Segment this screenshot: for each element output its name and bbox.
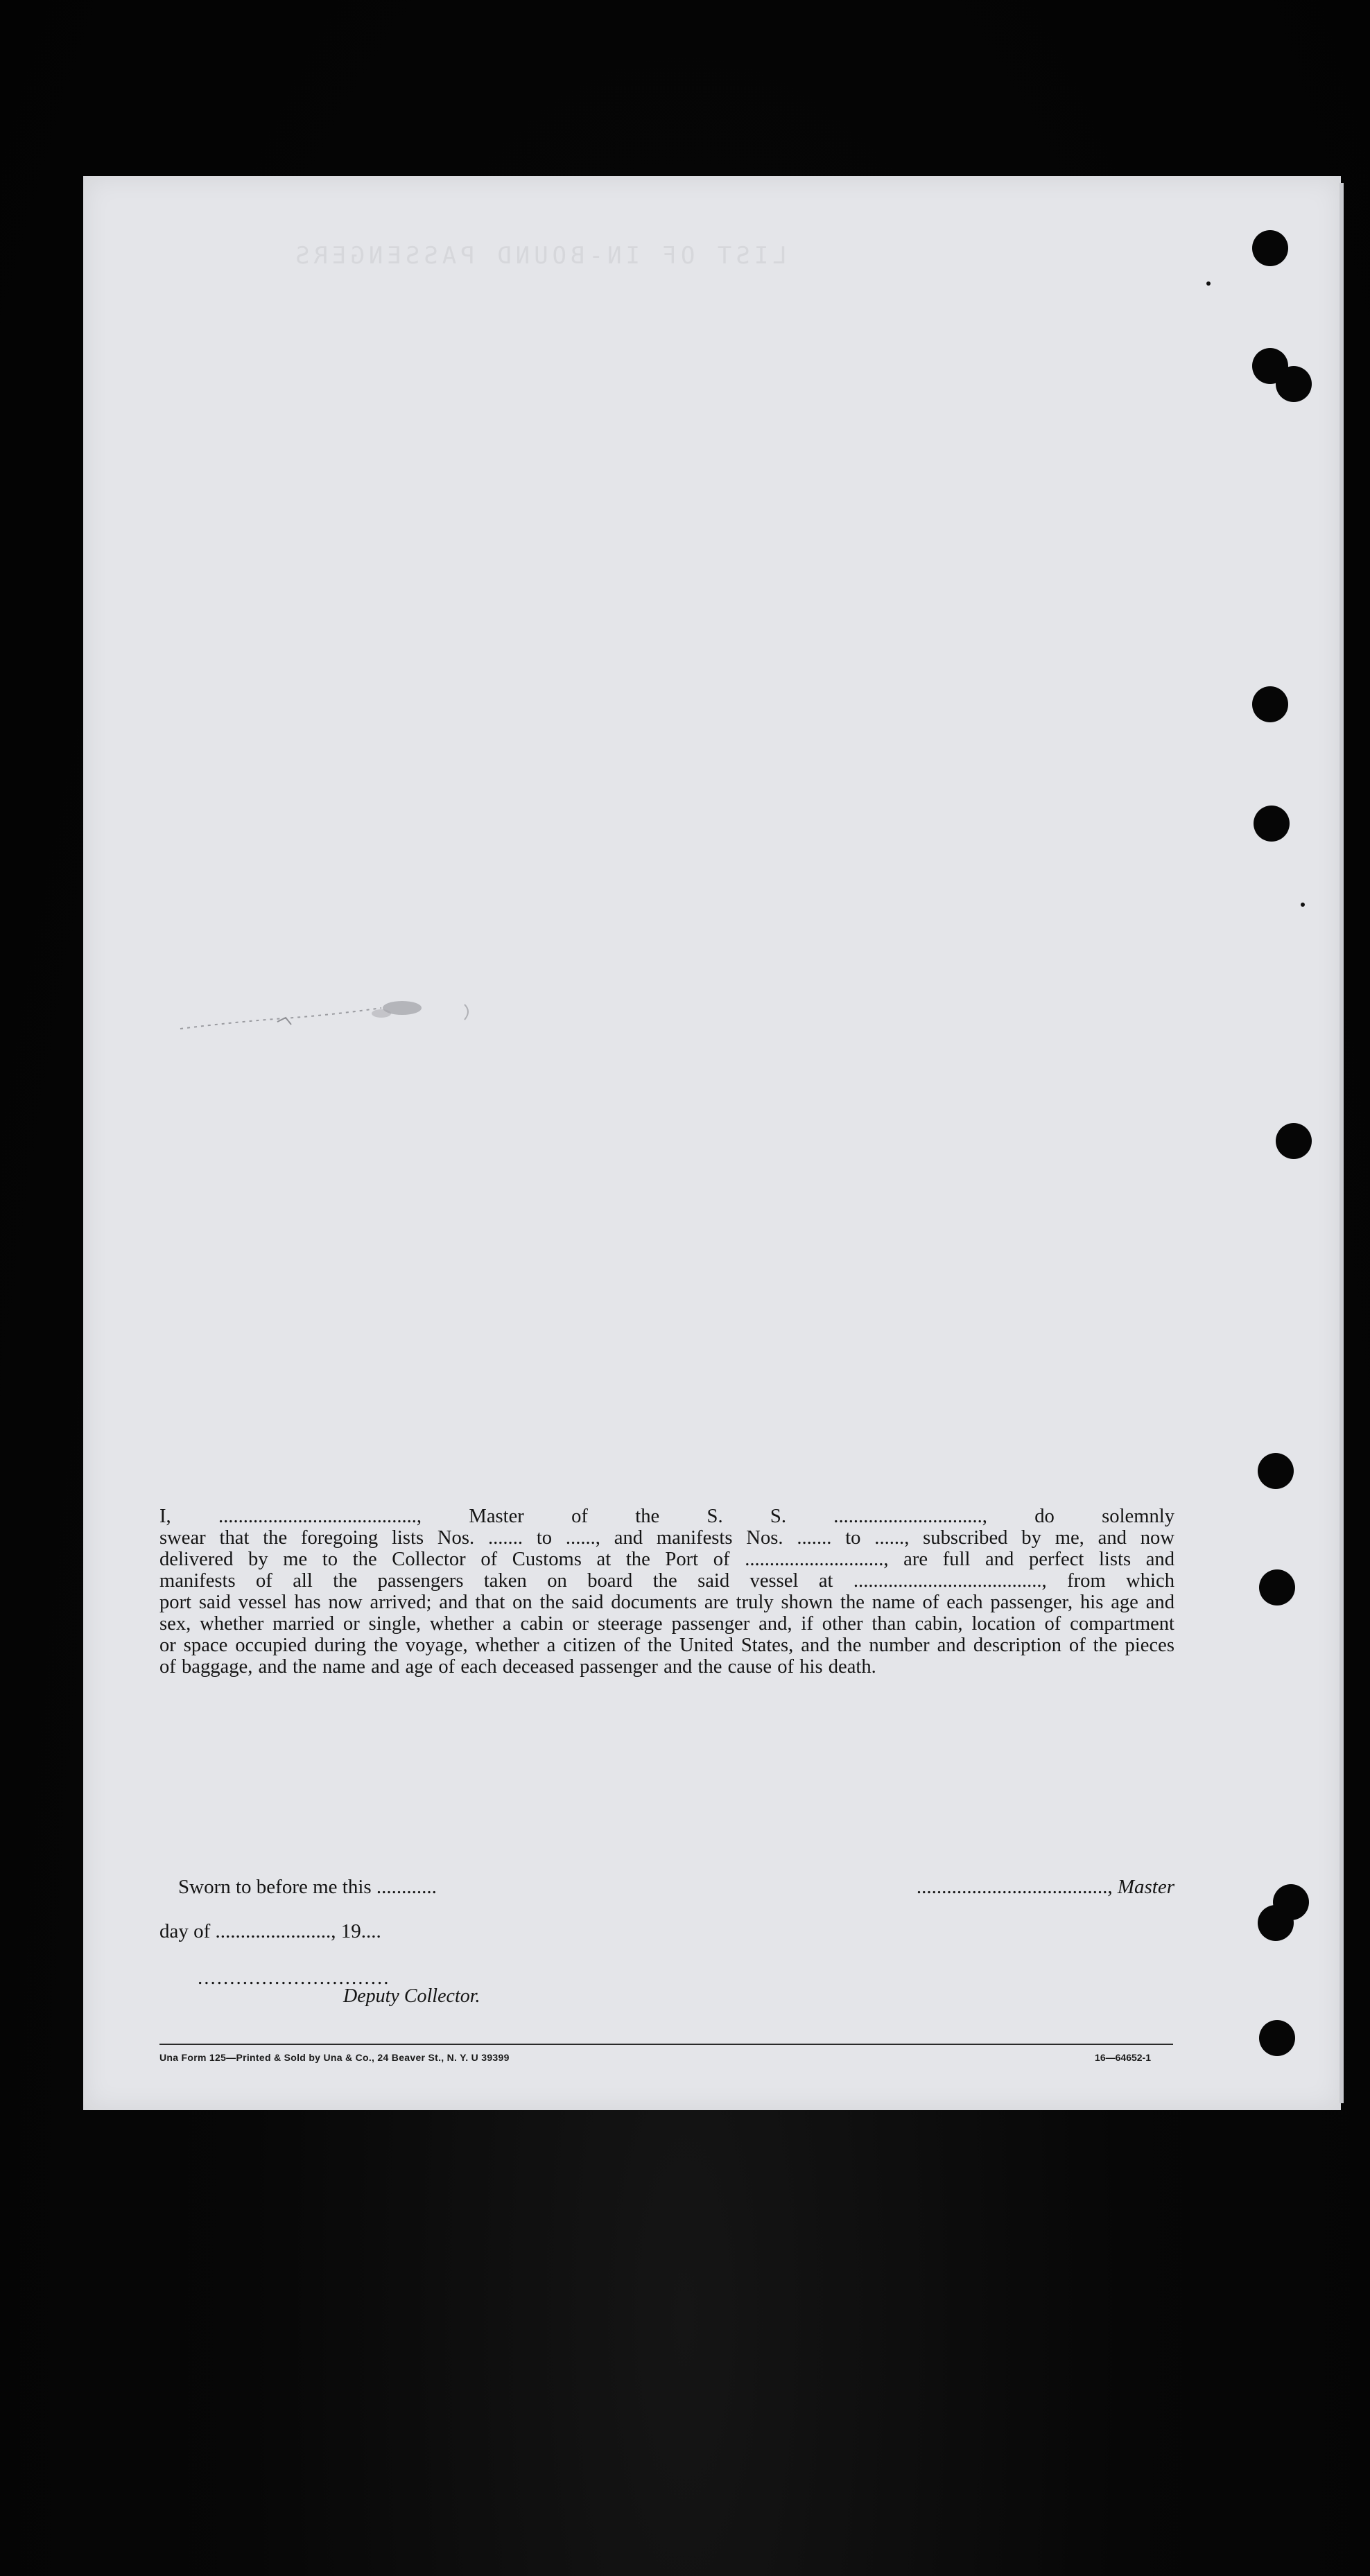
bleed-through-header: LIST OF IN-BOUND PASSENGERS bbox=[291, 242, 787, 270]
binder-hole bbox=[1258, 1905, 1294, 1941]
master-signature-line bbox=[917, 1876, 1174, 1899]
oath-line: port said vessel has now arrived; and that on the said documents are truly shown the name of each passenger, his age and bbox=[159, 1592, 1174, 1613]
master-label: Master bbox=[1117, 1876, 1174, 1898]
deputy-collector-label: Deputy Collector. bbox=[343, 1985, 480, 2007]
sworn-line: Sworn to before me this ............ bbox=[178, 1876, 437, 1898]
oath-line: of baggage, and the name and age of each deceased passenger and the cause of his death. bbox=[159, 1656, 876, 1678]
scan-speck bbox=[1301, 903, 1305, 907]
binder-hole bbox=[1276, 1123, 1312, 1159]
oath-line: or space occupied during the voyage, whether a citizen of the United States, and the number and description of the pieces bbox=[159, 1635, 1174, 1656]
scan-speck bbox=[1206, 281, 1211, 286]
printer-imprint: Una Form 125—Printed & Sold by Una & Co., 24 Beaver St., N. Y. U 39399 bbox=[159, 2052, 510, 2063]
binder-hole bbox=[1252, 230, 1288, 266]
binder-hole bbox=[1252, 686, 1288, 722]
manifest-page bbox=[83, 176, 1341, 2110]
oath-line: I, ........................................, Master of the S. S. .............................., do solemnly bbox=[159, 1506, 1174, 1527]
binder-hole bbox=[1258, 1453, 1294, 1489]
binder-hole bbox=[1259, 1569, 1295, 1605]
footer-rule bbox=[159, 2044, 1173, 2045]
oath-line: manifests of all the passengers taken on board the said vessel at ......................................, from which bbox=[159, 1570, 1174, 1592]
page-edge bbox=[1339, 183, 1344, 2103]
oath-line: sex, whether married or single, whether a cabin or steerage passenger and, if other than cabin, location of compartment bbox=[159, 1613, 1174, 1635]
ink-smudge bbox=[173, 980, 492, 1056]
oath-line: delivered by me to the Collector of Customs at the Port of ............................, are full and perfect lists and bbox=[159, 1549, 1174, 1570]
oath-paragraph bbox=[159, 1506, 1174, 1678]
binder-hole bbox=[1259, 2020, 1295, 2056]
day-of-line: day of ......................., 19.... bbox=[159, 1920, 381, 1942]
master-dots: ......................................, bbox=[916, 1876, 1118, 1898]
form-number: 16—64652-1 bbox=[1095, 2052, 1151, 2063]
binder-hole bbox=[1254, 806, 1290, 842]
binder-hole bbox=[1276, 366, 1312, 402]
oath-line: swear that the foregoing lists Nos. ....... to ......, and manifests Nos. ....... to ......, subscribed by me, and now bbox=[159, 1527, 1174, 1549]
deputy-signature-dots: .............................. bbox=[198, 1967, 390, 1989]
